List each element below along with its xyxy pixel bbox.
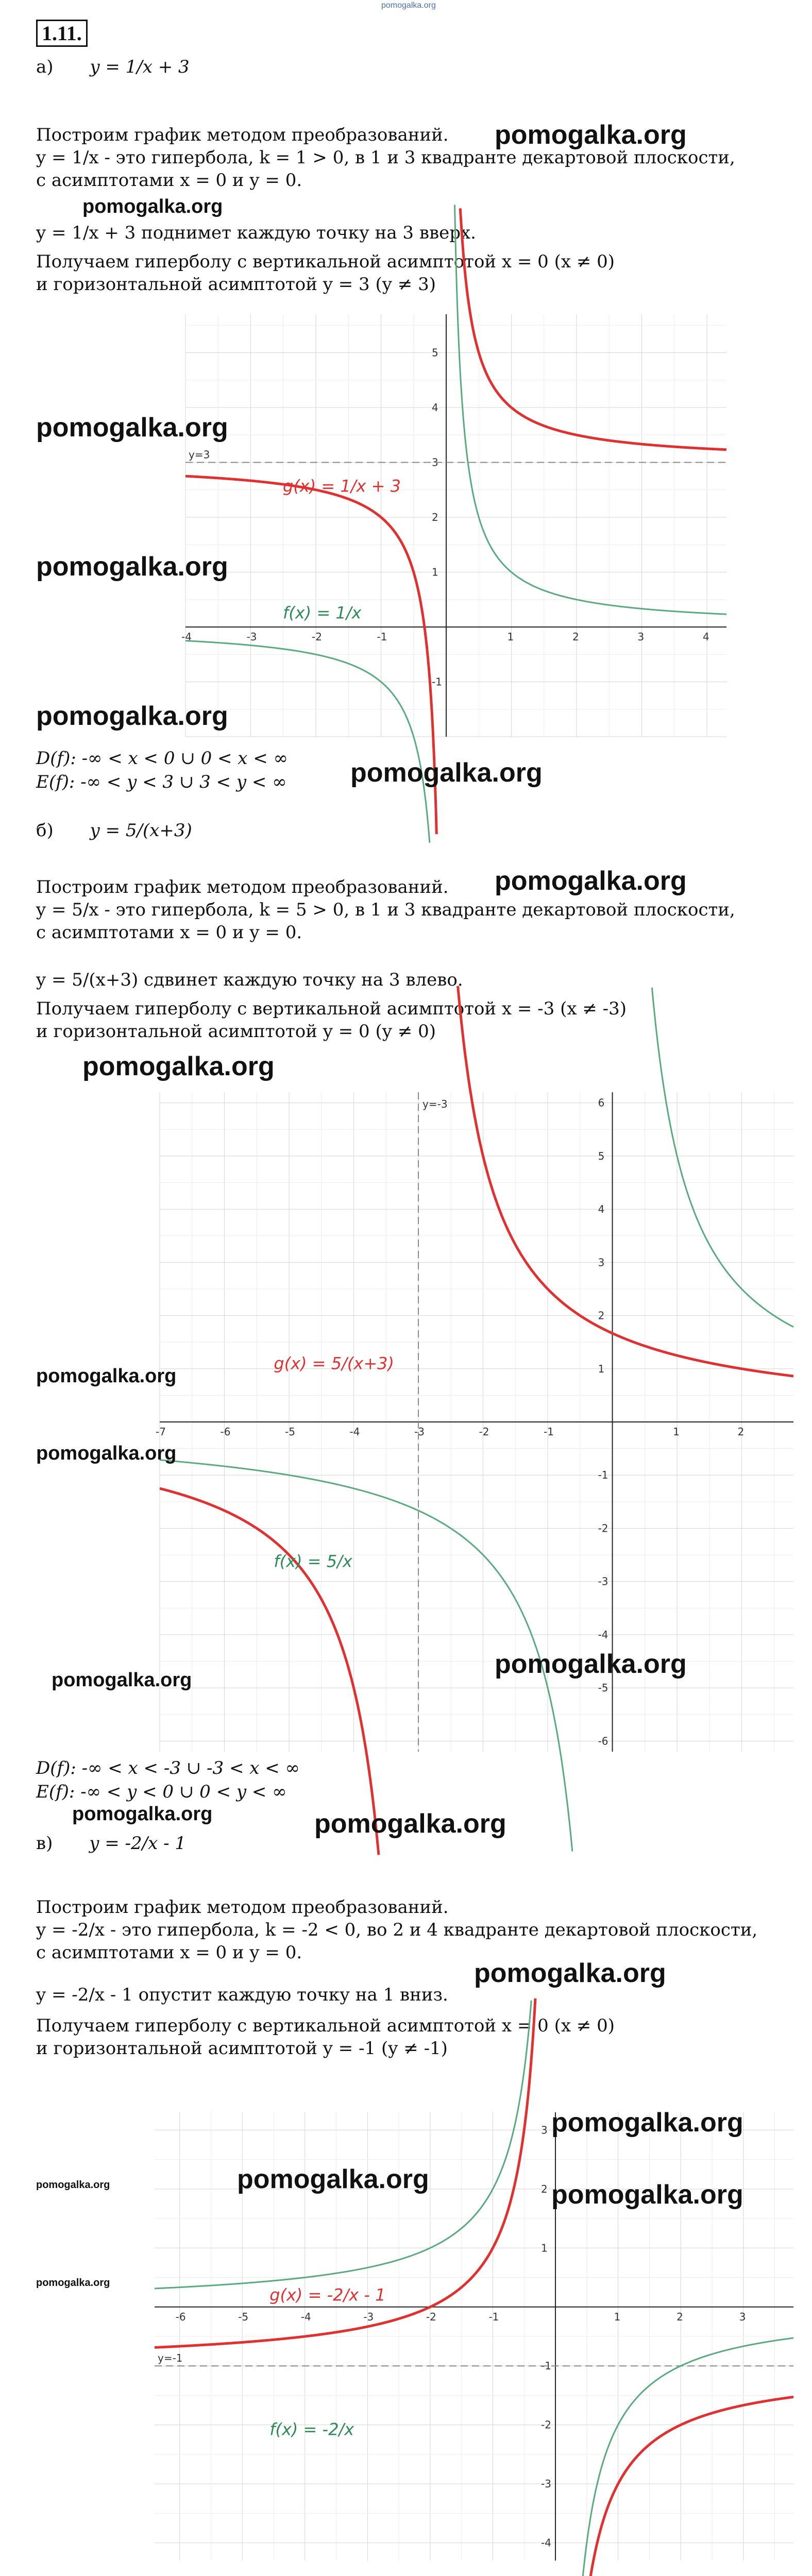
watermark: pomogalka.org [36, 413, 228, 443]
part-v-line-1: Построим график методом преобразований. [36, 1897, 449, 1918]
y-tick-label: -2 [598, 1522, 608, 1535]
chart-part-a [181, 314, 726, 737]
series-f-branch-1 [185, 641, 430, 843]
part-a-line-2: y = 1/x - это гипербола, k = 1 > 0, в 1 и 3 квадранте декартовой плоскости, [36, 147, 735, 168]
y-tick-label: 5 [432, 346, 438, 359]
watermark: pomogalka.org [314, 1809, 506, 1839]
x-tick-label: -5 [285, 1426, 295, 1438]
series-g-branch-2 [579, 2397, 793, 2576]
asymptote-label: y=-3 [422, 1098, 448, 1110]
series-g-branch-2 [458, 986, 793, 1376]
y-tick-label: -3 [598, 1575, 608, 1588]
x-tick-label: 1 [507, 631, 514, 643]
small-watermark: pomogalka.org [36, 2277, 110, 2289]
part-a-domain: D(f): -∞ < x < 0 ∪ 0 < x < ∞ [36, 748, 288, 769]
x-tick-label: -6 [175, 2310, 186, 2323]
x-tick-label: -4 [181, 631, 192, 643]
part-b-line-3: с асимптотами x = 0 и y = 0. [36, 922, 302, 943]
y-tick-label: 3 [541, 2124, 548, 2137]
y-tick-label: 1 [541, 2242, 548, 2255]
x-tick-label: -6 [220, 1426, 231, 1438]
x-tick-label: 2 [737, 1426, 745, 1438]
x-tick-label: -2 [312, 631, 322, 643]
y-tick-label: 1 [432, 566, 438, 579]
part-b-line-2: y = 5/x - это гипербола, k = 5 > 0, в 1 и 3 квадранте декартовой плоскости, [36, 900, 735, 920]
part-b-letter: б) [36, 820, 54, 841]
x-tick-label: -1 [544, 1426, 554, 1438]
part-v-line-3: с асимптотами x = 0 и y = 0. [36, 1942, 302, 1963]
watermark: pomogalka.org [82, 196, 223, 217]
watermark: pomogalka.org [237, 2164, 429, 2194]
x-tick-label: -4 [300, 2310, 311, 2323]
small-watermark: pomogalka.org [36, 2179, 110, 2191]
y-tick-label: 4 [432, 401, 438, 414]
watermark: pomogalka.org [551, 2108, 743, 2138]
part-a-line-6: и горизонтальной асимптотой y = 3 (y ≠ 3) [36, 274, 436, 295]
watermark: pomogalka.org [36, 552, 228, 582]
site-url-header: pomogalka.org [381, 1, 436, 10]
part-a-header [36, 56, 190, 78]
y-tick-label: 2 [541, 2182, 548, 2195]
part-a-line-5: Получаем гиперболу с вертикальной асимптотой x = 0 (x ≠ 0) [36, 251, 615, 272]
y-tick-label: 3 [598, 1256, 605, 1269]
x-tick-label: -1 [488, 2310, 499, 2323]
y-tick-label: 1 [598, 1362, 605, 1375]
part-a-line-4: y = 1/x + 3 поднимет каждую точку на 3 вверх. [36, 223, 476, 243]
x-tick-label: -3 [414, 1426, 425, 1438]
x-tick-label: 1 [614, 2310, 621, 2323]
x-tick-label: -2 [479, 1426, 489, 1438]
part-a-line-3: с асимптотами x = 0 и y = 0. [36, 170, 302, 191]
x-tick-label: 4 [703, 631, 709, 643]
x-tick-label: 3 [739, 2310, 746, 2323]
series-f-branch-2 [576, 2338, 793, 2576]
x-tick-label: 2 [676, 2310, 683, 2323]
part-a-equation: y = 1/x + 3 [90, 57, 190, 77]
series-f-branch-2 [652, 988, 793, 1327]
y-tick-label: -5 [598, 1682, 608, 1694]
series-label: g(x) = -2/x - 1 [269, 2285, 386, 2305]
series-label: g(x) = 5/(x+3) [274, 1353, 394, 1374]
part-a-letter: а) [36, 57, 54, 77]
y-tick-label: -6 [598, 1735, 608, 1748]
part-b-line-5: Получаем гиперболу с вертикальной асимптотой x = -3 (x ≠ -3) [36, 998, 627, 1019]
series-label: f(x) = -2/x [269, 2419, 354, 2439]
x-tick-label: -3 [363, 2310, 374, 2323]
part-v-line-2: y = -2/x - это гипербола, k = -2 < 0, во 2 и 4 квадранте декартовой плоскости, [36, 1920, 758, 1940]
x-tick-label: 1 [673, 1426, 680, 1438]
watermark: pomogalka.org [36, 1365, 177, 1387]
part-v-line-6: и горизонтальной асимптотой y = -1 (y ≠ -1) [36, 2038, 448, 2059]
asymptote-label: y=-1 [158, 2352, 183, 2365]
asymptote-label: y=3 [189, 448, 210, 461]
x-tick-label: -3 [246, 631, 257, 643]
x-tick-label: -4 [349, 1426, 360, 1438]
x-tick-label: -5 [238, 2310, 249, 2323]
grid [185, 314, 726, 737]
watermark: pomogalka.org [474, 1958, 666, 1988]
watermark: pomogalka.org [350, 758, 543, 788]
y-tick-label: 2 [598, 1309, 605, 1322]
part-b-range: E(f): -∞ < y < 0 ∪ 0 < y < ∞ [36, 1782, 287, 1802]
y-tick-label: 2 [432, 511, 438, 524]
watermark: pomogalka.org [82, 1052, 275, 1081]
y-tick-label: -1 [541, 2360, 551, 2372]
series-label: f(x) = 1/x [283, 603, 362, 623]
x-tick-label: 2 [572, 631, 579, 643]
series-label: f(x) = 5/x [274, 1551, 352, 1571]
part-v-line-4: y = -2/x - 1 опустит каждую точку на 1 вниз. [36, 1985, 448, 2005]
part-b-line-6: и горизонтальной асимптотой y = 0 (y ≠ 0) [36, 1021, 436, 1042]
watermark: pomogalka.org [36, 701, 228, 731]
y-tick-label: -1 [432, 675, 442, 688]
task-number: 1.11. [36, 20, 88, 47]
x-tick-label: -2 [426, 2310, 436, 2323]
part-v-equation: y = -2/x - 1 [89, 1833, 187, 1854]
part-b-line-4: y = 5/(x+3) сдвинет каждую точку на 3 влево. [36, 970, 463, 990]
y-tick-label: -2 [541, 2418, 551, 2431]
part-a-line-1: Построим график методом преобразований. [36, 125, 449, 145]
watermark: pomogalka.org [495, 866, 687, 896]
watermark: pomogalka.org [495, 1649, 687, 1679]
part-v-header [36, 1832, 186, 1855]
part-v-letter: в) [36, 1833, 53, 1854]
y-tick-label: 3 [432, 456, 438, 469]
watermark: pomogalka.org [551, 2180, 743, 2210]
y-tick-label: 4 [598, 1203, 605, 1216]
part-v-line-5: Получаем гиперболу с вертикальной асимптотой x = 0 (x ≠ 0) [36, 2015, 615, 2036]
y-tick-label: 5 [598, 1149, 605, 1162]
series-g-branch-2 [460, 208, 726, 449]
y-tick-label: -4 [598, 1628, 608, 1641]
part-a-range: E(f): -∞ < y < 3 ∪ 3 < y < ∞ [36, 772, 287, 792]
watermark: pomogalka.org [36, 1443, 177, 1464]
part-b-domain: D(f): -∞ < x < -3 ∪ -3 < x < ∞ [36, 1758, 300, 1778]
part-b-line-1: Построим график методом преобразований. [36, 877, 449, 897]
watermark: pomogalka.org [52, 1669, 192, 1691]
chart-part-b [156, 1092, 793, 1752]
y-tick-label: -1 [598, 1469, 608, 1482]
x-tick-label: -7 [156, 1426, 166, 1438]
watermark: pomogalka.org [72, 1803, 213, 1825]
y-tick-label: -3 [541, 2478, 551, 2490]
part-b-header [36, 819, 192, 842]
y-tick-label: 6 [598, 1096, 605, 1109]
x-tick-label: -1 [377, 631, 387, 643]
part-b-equation: y = 5/(x+3) [90, 820, 192, 841]
x-tick-label: 3 [637, 631, 645, 643]
y-tick-label: -4 [541, 2536, 551, 2549]
series-label: g(x) = 1/x + 3 [283, 476, 401, 496]
watermark: pomogalka.org [495, 120, 687, 150]
